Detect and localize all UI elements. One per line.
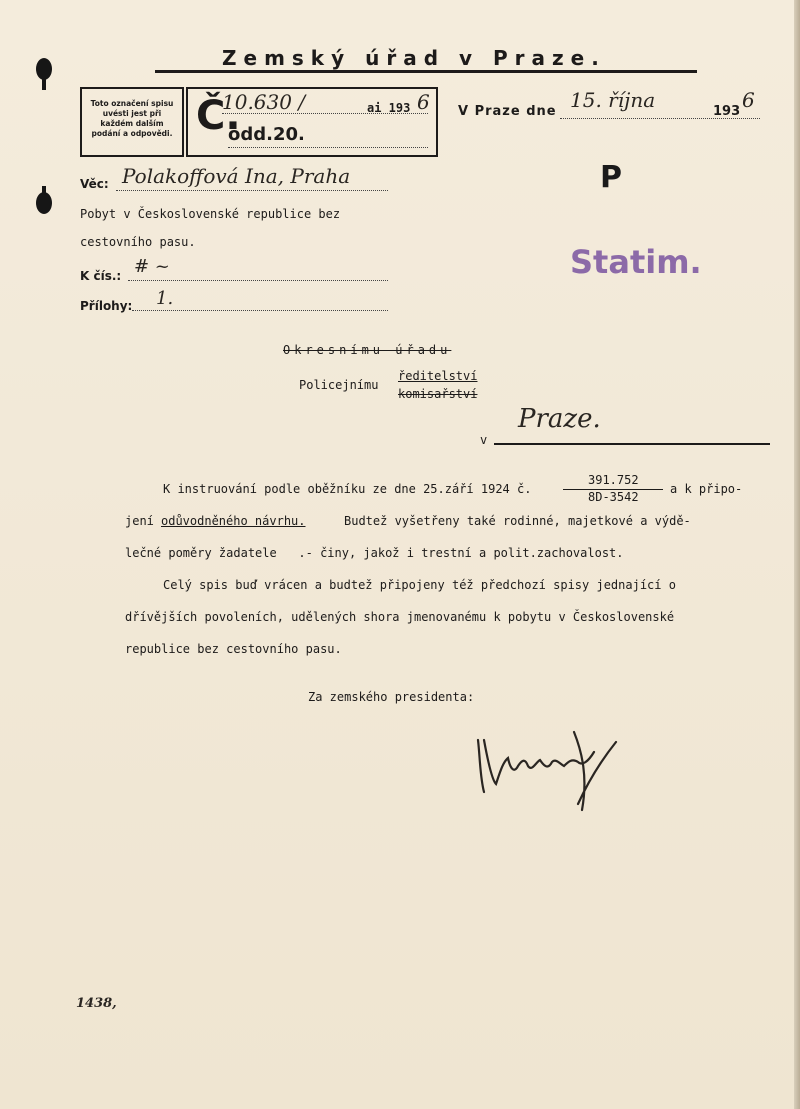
addressee-line2-upper: ředitelství [398, 369, 478, 383]
subject-description-line2: cestovního pasu. [80, 235, 196, 249]
body-p2-line2: dřívějších povoleních, udělených shora jmenovanému k pobytu v Československé [125, 610, 675, 624]
body-p2-line3: republice bez cestovního pasu. [125, 642, 342, 656]
department-label: odd.20. [228, 124, 305, 145]
prilohy-value: 1. [156, 288, 174, 309]
addressee-place: Praze. [518, 404, 601, 434]
department-dots [228, 147, 428, 148]
body-p1-line2-post: Budtež vyšetřeny také rodinné, majetkové a výdě- [344, 514, 691, 528]
body-p1-line1-post: a k připo- [670, 482, 743, 496]
addressee-line2-prefix: Policejnímu [299, 378, 379, 392]
date-year-prefix: 193 [713, 104, 741, 119]
signature-drawing [470, 722, 630, 817]
reference-note-text: Toto označení spisu uvésti jest při každém dalším podání a odpovědi. [90, 99, 174, 138]
body-p1-line2-pre: jení [125, 514, 154, 528]
date-prefix: V Praze dne [458, 104, 557, 119]
stamp-p: P [600, 160, 622, 195]
k-cis-dots [128, 280, 388, 281]
body-fraction-bottom: 8D-3542 [588, 490, 639, 504]
footer-code: 1438, [76, 996, 117, 1011]
addressee-line2-lower: komisařství [398, 387, 478, 401]
stamp-statim: Statim. [570, 243, 702, 281]
reference-note-box [80, 87, 184, 157]
reference-year-digit: 6 [417, 90, 430, 114]
addressee-line1: Okresnímu úřadu [283, 343, 452, 357]
addressee-place-rule [494, 443, 770, 445]
date-day: 15. října [570, 88, 656, 112]
prilohy-label: Přílohy: [80, 299, 133, 313]
page-edge [794, 0, 800, 1109]
closing-text: Za zemského presidenta: [308, 690, 475, 704]
punch-hole-top-tail [42, 74, 46, 90]
k-cis-value: # ~ [134, 256, 170, 277]
c-label: Č. [196, 93, 241, 139]
title-rule [155, 70, 697, 73]
prilohy-dots [132, 310, 388, 311]
office-title: Zemský úřad v Praze. [222, 46, 606, 70]
subject-name: Polakoffová Ina, Praha [122, 164, 351, 188]
subject-description-line1: Pobyt v Československé republice bez [80, 207, 341, 221]
body-p2-line1: Celý spis buď vrácen a budtež připojeny též předchozí spisy jednající o [163, 578, 676, 592]
body-p1-line1-pre: K instruování podle oběžníku ze dne 25.září 1924 č. [163, 482, 532, 496]
punch-hole-bottom-tail [42, 186, 46, 196]
body-fraction-top: 391.752 [588, 473, 639, 487]
date-year-digit: 6 [742, 88, 755, 112]
body-p1-line3: lečné poměry žadatele .- činy, jakož i trestní a polit.zachovalost. [125, 546, 624, 560]
reference-number: 10.630 / [222, 90, 306, 114]
reference-year-prefix: ai 193 [367, 101, 411, 115]
body-p1-line2-underlined: odůvodněného návrhu. [161, 514, 306, 528]
k-cis-label: K čís.: [80, 269, 122, 283]
subject-label: Věc: [80, 177, 109, 191]
addressee-place-prefix: v [480, 433, 488, 447]
subject-dots [116, 190, 388, 191]
